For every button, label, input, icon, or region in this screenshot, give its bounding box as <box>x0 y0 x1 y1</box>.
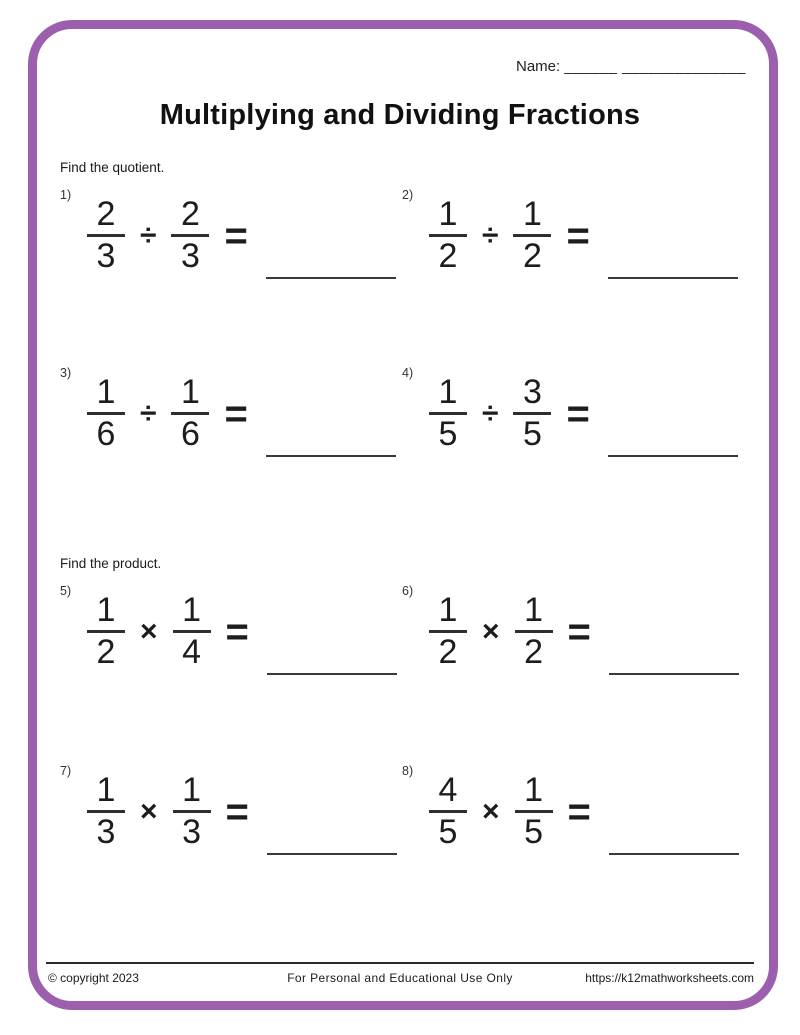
divide-operator: ÷ <box>140 396 157 430</box>
instruction-quotient: Find the quotient. <box>60 160 165 175</box>
equation-row <box>87 364 400 452</box>
denominator: 3 <box>181 236 200 275</box>
fraction-2 <box>173 593 211 670</box>
website-link[interactable]: https://k12mathworksheets.com <box>585 971 754 985</box>
problem-number: 4) <box>402 366 414 380</box>
denominator: 5 <box>524 812 543 851</box>
equals-sign: = <box>224 213 248 258</box>
name-label: Name: <box>516 58 561 75</box>
problem-number: 3) <box>60 366 72 380</box>
denominator: 2 <box>438 236 458 275</box>
divide-operator: ÷ <box>482 218 499 252</box>
equation-row <box>429 186 742 274</box>
equation-row <box>429 364 742 452</box>
equals-sign: = <box>224 391 248 436</box>
denominator: 5 <box>438 812 458 851</box>
numerator: 1 <box>96 373 116 411</box>
numerator: 1 <box>182 591 201 629</box>
fraction-1 <box>429 773 467 850</box>
numerator: 1 <box>96 771 116 809</box>
equation-row <box>87 582 400 670</box>
equation-row <box>429 762 742 850</box>
equals-sign: = <box>566 213 590 258</box>
problem-number: 7) <box>60 764 72 778</box>
equation-row <box>87 762 400 850</box>
problem-number: 8) <box>402 764 414 778</box>
answer-blank <box>267 673 397 675</box>
fraction-1 <box>87 593 125 670</box>
numerator: 1 <box>438 373 458 411</box>
numerator: 1 <box>524 591 543 629</box>
numerator: 3 <box>523 373 542 411</box>
answer-blank <box>608 277 738 279</box>
denominator: 4 <box>182 632 201 671</box>
problem-7 <box>60 762 400 872</box>
divide-operator: ÷ <box>140 218 157 252</box>
equals-sign: = <box>567 609 591 654</box>
fraction-2 <box>171 197 209 274</box>
problem-2 <box>402 186 742 296</box>
numerator: 2 <box>181 195 200 233</box>
fraction-2 <box>513 197 551 274</box>
denominator: 3 <box>96 236 116 275</box>
denominator: 2 <box>438 632 458 671</box>
problem-3 <box>60 364 400 474</box>
denominator: 2 <box>524 632 543 671</box>
numerator: 4 <box>438 771 458 809</box>
name-field <box>516 58 746 75</box>
problem-number: 5) <box>60 584 72 598</box>
copyright-text: © copyright 2023 <box>48 971 139 985</box>
fraction-1 <box>429 375 467 452</box>
numerator: 1 <box>524 771 543 809</box>
denominator: 2 <box>523 236 542 275</box>
fraction-2 <box>173 773 211 850</box>
name-blank-line: ______ ______________ <box>564 58 746 75</box>
fraction-1 <box>87 375 125 452</box>
answer-blank <box>267 853 397 855</box>
equals-sign: = <box>566 391 590 436</box>
problem-6 <box>402 582 742 692</box>
numerator: 1 <box>181 373 200 411</box>
answer-blank <box>609 853 739 855</box>
equation-row <box>429 582 742 670</box>
denominator: 6 <box>181 414 200 453</box>
numerator: 1 <box>523 195 542 233</box>
problem-8 <box>402 762 742 872</box>
problem-4 <box>402 364 742 474</box>
instruction-product: Find the product. <box>60 556 162 571</box>
equals-sign: = <box>225 609 249 654</box>
numerator: 1 <box>438 195 458 233</box>
problem-1 <box>60 186 400 296</box>
answer-blank <box>266 277 396 279</box>
answer-blank <box>609 673 739 675</box>
numerator: 1 <box>438 591 458 629</box>
multiply-operator: × <box>482 614 500 648</box>
denominator: 3 <box>182 812 201 851</box>
problem-5 <box>60 582 400 692</box>
equation-row <box>87 186 400 274</box>
fraction-1 <box>87 197 125 274</box>
fraction-1 <box>87 773 125 850</box>
numerator: 1 <box>182 771 201 809</box>
answer-blank <box>608 455 738 457</box>
problem-number: 2) <box>402 188 414 202</box>
problem-number: 6) <box>402 584 414 598</box>
answer-blank <box>266 455 396 457</box>
fraction-2 <box>515 773 553 850</box>
divide-operator: ÷ <box>482 396 499 430</box>
multiply-operator: × <box>482 794 500 828</box>
denominator: 6 <box>96 414 116 453</box>
denominator: 5 <box>438 414 458 453</box>
equals-sign: = <box>225 789 249 834</box>
fraction-1 <box>429 593 467 670</box>
fraction-2 <box>513 375 551 452</box>
multiply-operator: × <box>140 614 158 648</box>
fraction-2 <box>171 375 209 452</box>
denominator: 5 <box>523 414 542 453</box>
denominator: 3 <box>96 812 116 851</box>
footer-divider <box>46 962 754 964</box>
denominator: 2 <box>96 632 116 671</box>
problem-number: 1) <box>60 188 72 202</box>
usage-text: For Personal and Educational Use Only <box>287 971 513 985</box>
page-title: Multiplying and Dividing Fractions <box>159 99 641 131</box>
fraction-2 <box>515 593 553 670</box>
numerator: 2 <box>96 195 116 233</box>
numerator: 1 <box>96 591 116 629</box>
equals-sign: = <box>567 789 591 834</box>
fraction-1 <box>429 197 467 274</box>
multiply-operator: × <box>140 794 158 828</box>
